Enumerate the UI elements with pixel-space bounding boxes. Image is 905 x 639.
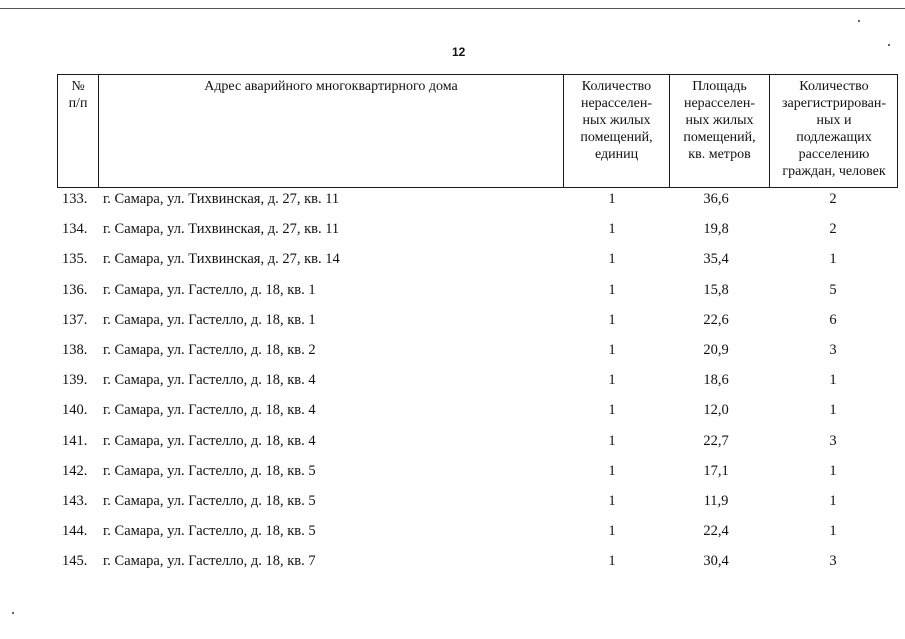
row-unit-count: 1 (608, 221, 616, 238)
table-body (0, 185, 905, 577)
row-address: г. Самара, ул. Гастелло, д. 18, кв. 2 (103, 341, 316, 358)
scan-speck (12, 612, 14, 614)
table-header (57, 74, 898, 188)
row-unit-count: 1 (608, 553, 616, 570)
row-address: г. Самара, ул. Гастелло, д. 18, кв. 7 (103, 553, 316, 570)
row-number: 145. (62, 553, 88, 570)
row-area: 22,6 (703, 311, 729, 328)
row-unit-count: 1 (608, 341, 616, 358)
header-address: Адрес аварийного многоквартирного дома (204, 79, 458, 94)
table-row (0, 276, 905, 306)
row-address: г. Самара, ул. Гастелло, д. 18, кв. 5 (103, 462, 316, 479)
row-unit-count: 1 (608, 523, 616, 540)
row-number: 140. (62, 402, 88, 419)
header-residents: Количество зарегистрирован- ных и подлежащих расселению граждан, человек (782, 79, 886, 179)
row-area: 35,4 (703, 251, 729, 268)
table-row (0, 366, 905, 396)
row-address: г. Самара, ул. Гастелло, д. 18, кв. 1 (103, 311, 316, 328)
row-area: 22,7 (703, 432, 729, 449)
row-address: г. Самара, ул. Гастелло, д. 18, кв. 4 (103, 432, 316, 449)
row-residents: 1 (829, 402, 837, 419)
row-unit-count: 1 (608, 191, 616, 207)
row-address: г. Самара, ул. Гастелло, д. 18, кв. 4 (103, 372, 316, 389)
row-number: 139. (62, 372, 88, 389)
header-unit-count: Количество нерасселен- ных жилых помещений, единиц (580, 79, 653, 162)
row-residents: 3 (829, 341, 837, 358)
row-unit-count: 1 (608, 402, 616, 419)
row-area: 18,6 (703, 372, 729, 389)
row-residents: 5 (829, 281, 837, 298)
row-residents: 1 (829, 492, 837, 509)
table-row (0, 487, 905, 517)
row-residents: 1 (829, 251, 837, 268)
row-number: 142. (62, 462, 88, 479)
row-area: 22,4 (703, 523, 729, 540)
table-row (0, 517, 905, 547)
row-unit-count: 1 (608, 462, 616, 479)
row-residents: 1 (829, 462, 837, 479)
row-unit-count: 1 (608, 492, 616, 509)
row-area: 19,8 (703, 221, 729, 238)
row-area: 17,1 (703, 462, 729, 479)
scan-speck (888, 44, 890, 46)
row-address: г. Самара, ул. Тихвинская, д. 27, кв. 14 (103, 251, 340, 268)
row-unit-count: 1 (608, 432, 616, 449)
row-number: 141. (62, 432, 88, 449)
table-row (0, 427, 905, 457)
table-row (0, 245, 905, 275)
row-unit-count: 1 (608, 311, 616, 328)
row-residents: 3 (829, 432, 837, 449)
row-number: 144. (62, 523, 88, 540)
table-row (0, 396, 905, 426)
table-row (0, 185, 905, 215)
row-residents: 3 (829, 553, 837, 570)
table-row (0, 457, 905, 487)
header-area: Площадь нерасселен- ных жилых помещений, кв. метров (683, 79, 756, 162)
row-residents: 1 (829, 523, 837, 540)
row-number: 138. (62, 341, 88, 358)
table-row (0, 547, 905, 577)
row-residents: 6 (829, 311, 837, 328)
row-address: г. Самара, ул. Гастелло, д. 18, кв. 5 (103, 523, 316, 540)
table-row (0, 336, 905, 366)
row-number: 135. (62, 251, 88, 268)
row-address: г. Самара, ул. Тихвинская, д. 27, кв. 11 (103, 221, 340, 238)
row-number: 137. (62, 311, 88, 328)
row-number: 134. (62, 221, 88, 238)
row-area: 11,9 (703, 492, 729, 509)
row-residents: 2 (829, 191, 837, 207)
row-address: г. Самара, ул. Гастелло, д. 18, кв. 4 (103, 402, 316, 419)
scan-top-edge (0, 8, 905, 9)
row-unit-count: 1 (608, 281, 616, 298)
row-address: г. Самара, ул. Гастелло, д. 18, кв. 5 (103, 492, 316, 509)
scan-speck (858, 20, 860, 22)
row-area: 36,6 (703, 191, 729, 207)
row-unit-count: 1 (608, 372, 616, 389)
page-number: 12 (452, 45, 466, 59)
row-address: г. Самара, ул. Гастелло, д. 18, кв. 1 (103, 281, 316, 298)
row-area: 30,4 (703, 553, 729, 570)
table-row (0, 215, 905, 245)
row-area: 20,9 (703, 341, 729, 358)
row-residents: 2 (829, 221, 837, 238)
row-unit-count: 1 (608, 251, 616, 268)
row-residents: 1 (829, 372, 837, 389)
table-row (0, 306, 905, 336)
row-number: 133. (62, 191, 88, 207)
row-area: 15,8 (703, 281, 729, 298)
header-number: № п/п (68, 79, 88, 111)
row-area: 12,0 (703, 402, 729, 419)
row-address: г. Самара, ул. Тихвинская, д. 27, кв. 11 (103, 191, 340, 207)
row-number: 136. (62, 281, 88, 298)
row-number: 143. (62, 492, 88, 509)
